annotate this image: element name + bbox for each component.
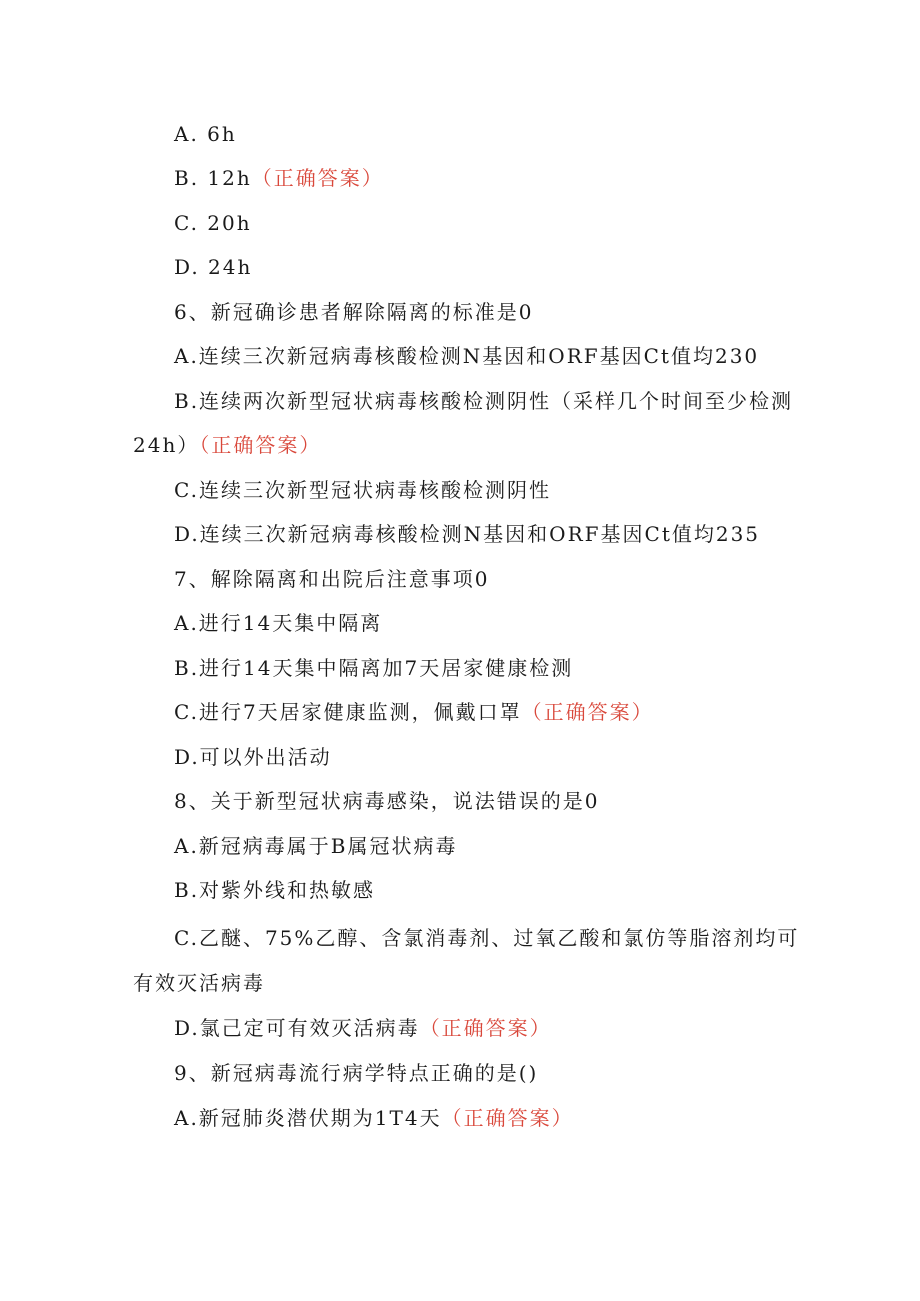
- option-line: [174, 878, 375, 902]
- question-text: 9、新冠病毒流行病学特点正确的是(): [174, 1061, 539, 1085]
- option-line: [174, 1106, 574, 1130]
- option-text: A. 6h: [174, 122, 237, 146]
- option-text: A.进行14天集中隔离: [174, 611, 383, 635]
- question-line: [174, 567, 489, 591]
- option-line: [174, 656, 573, 680]
- option-line: [174, 255, 252, 279]
- option-line: [174, 122, 237, 146]
- correct-answer-mark: （正确答案）: [441, 1106, 574, 1130]
- option-line: [174, 926, 799, 950]
- option-line: [174, 745, 332, 769]
- option-continuation-line: [133, 971, 265, 995]
- option-text: B.进行14天集中隔离加7天居家健康检测: [174, 656, 574, 680]
- correct-answer-mark: （正确答案）: [419, 1016, 552, 1040]
- option-line: [174, 166, 384, 190]
- option-line: [174, 211, 252, 235]
- correct-answer-mark: （正确答案）: [199, 433, 322, 457]
- option-text: C.进行7天居家健康监测，佩戴口罩: [174, 700, 522, 724]
- option-text: B.对紫外线和热敏感: [174, 878, 376, 902]
- option-text: C.乙醚、75%乙醇、含氯消毒剂、过氧乙酸和氯仿等脂溶剂均可: [174, 926, 800, 950]
- question-text: 6、新冠确诊患者解除隔离的标准是0: [174, 300, 534, 324]
- option-text: D.连续三次新冠病毒核酸检测N基因和ORF基因Ct值均235: [174, 522, 761, 546]
- question-line: [174, 789, 599, 813]
- option-line: [174, 834, 458, 858]
- option-line: [174, 611, 382, 635]
- option-line: [174, 344, 759, 368]
- option-line: [174, 700, 654, 724]
- question-text: 8、关于新型冠状病毒感染，说法错误的是0: [174, 789, 600, 813]
- question-text: 7、解除隔离和出院后注意事项0: [174, 567, 490, 591]
- option-text: C. 20h: [174, 211, 252, 235]
- option-line: [174, 478, 551, 502]
- option-text: 24h）: [133, 433, 200, 457]
- option-continuation-line: [133, 433, 321, 457]
- option-text: B.连续两次新型冠状病毒核酸检测阴性（采样几个时间至少检测: [174, 389, 794, 413]
- option-text: A.新冠病毒属于B属冠状病毒: [174, 834, 458, 858]
- question-line: [174, 300, 533, 324]
- question-line: [174, 1061, 538, 1085]
- option-text: A.连续三次新冠病毒核酸检测N基因和ORF基因Ct值均230: [174, 344, 760, 368]
- option-text: D.氯己定可有效灭活病毒: [174, 1016, 420, 1040]
- option-line: [174, 389, 793, 413]
- correct-answer-mark: （正确答案）: [251, 166, 384, 190]
- option-text: 有效灭活病毒: [133, 971, 265, 995]
- option-line: [174, 522, 760, 546]
- option-text: C.连续三次新型冠状病毒核酸检测阴性: [174, 478, 551, 502]
- option-text: D. 24h: [174, 255, 253, 279]
- option-text: A.新冠肺炎潜伏期为1T4天: [174, 1106, 442, 1130]
- option-text: B. 12h: [174, 166, 252, 190]
- option-text: D.可以外出活动: [174, 745, 332, 769]
- option-line: [174, 1016, 552, 1040]
- correct-answer-mark: （正确答案）: [521, 700, 654, 724]
